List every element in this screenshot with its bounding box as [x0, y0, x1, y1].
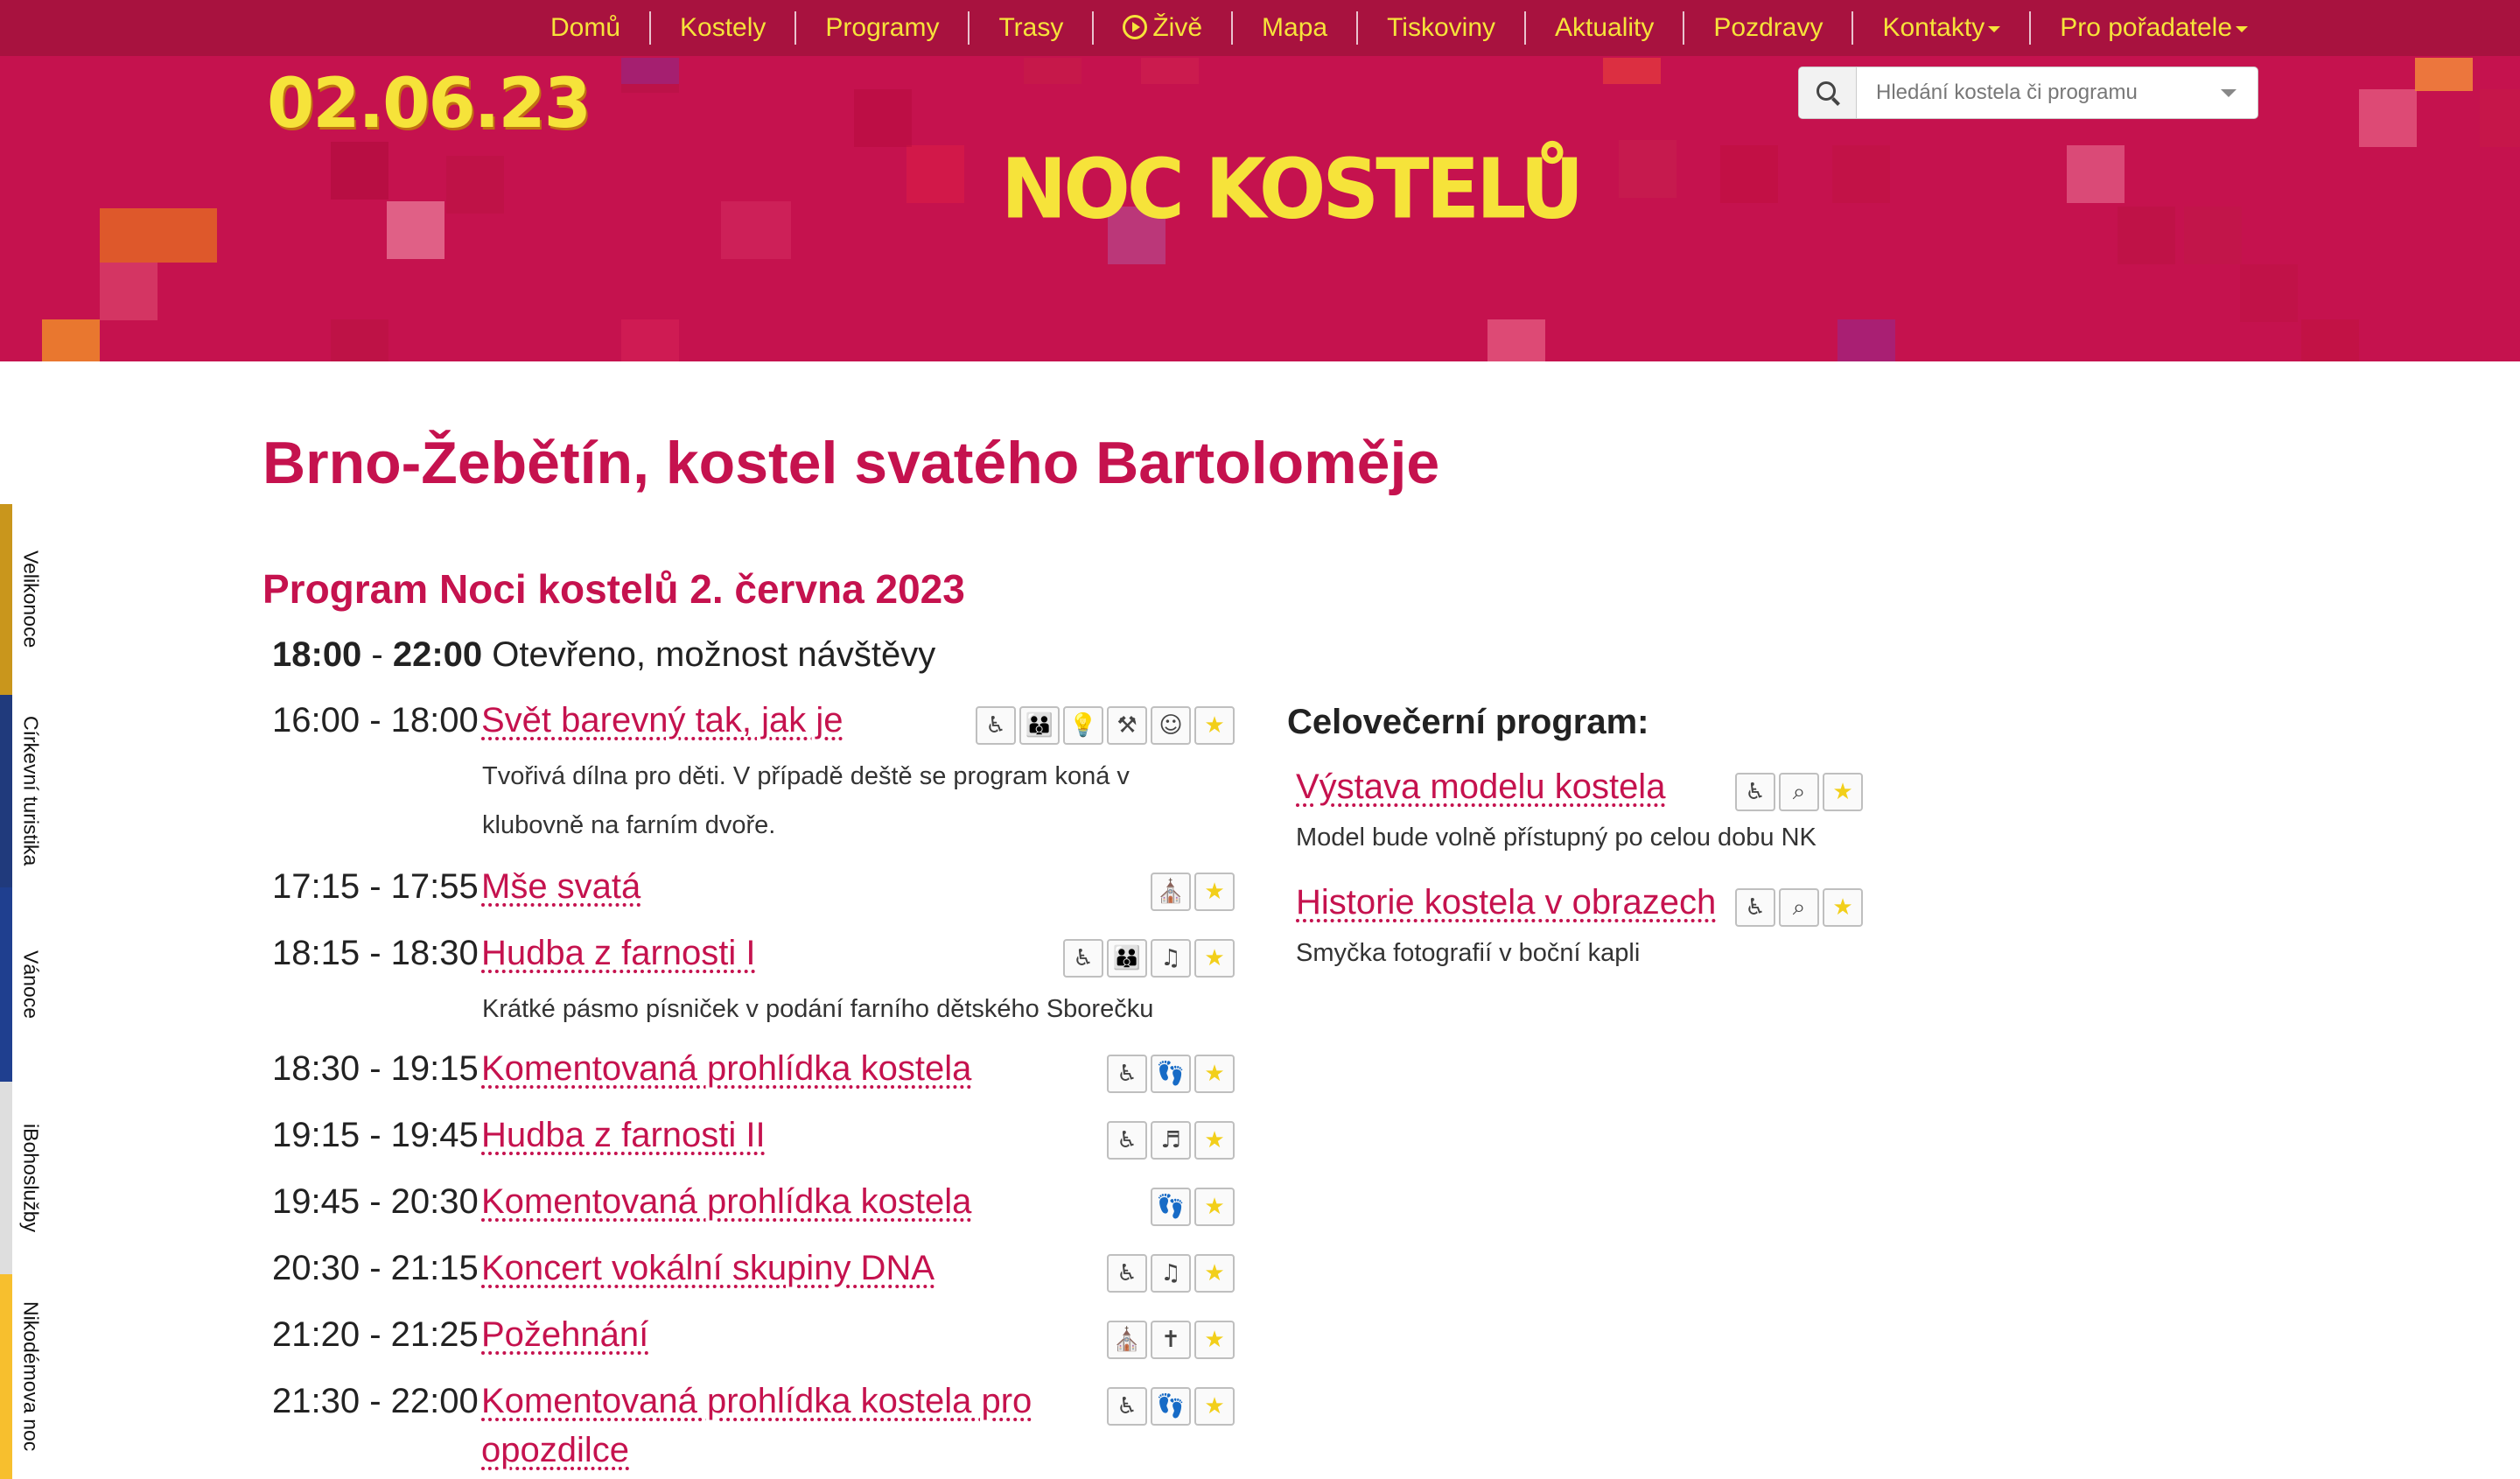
- open-separator: -: [361, 635, 393, 674]
- decorative-square: [1141, 58, 1199, 84]
- decorative-square: [100, 263, 158, 320]
- sheet-music-icon[interactable]: ♬: [1151, 1121, 1191, 1160]
- footsteps-icon[interactable]: 👣: [1151, 1188, 1191, 1226]
- open-start: 18:00: [272, 635, 362, 674]
- footsteps-icon[interactable]: 👣: [1151, 1387, 1191, 1426]
- side-tab-church-tourism[interactable]: [0, 695, 49, 887]
- decorative-square: [2240, 264, 2298, 322]
- church-search: [1798, 67, 2258, 119]
- program-icons: [1735, 773, 1863, 811]
- decorative-square: [2415, 58, 2473, 91]
- nav-churches[interactable]: Kostely: [649, 11, 794, 45]
- nav-printouts[interactable]: Tiskoviny: [1356, 11, 1524, 45]
- program-icons: [1107, 1387, 1235, 1426]
- nav-live-label: Živě: [1152, 13, 1203, 42]
- evening-program-description: Smyčka fotografií v boční kapli: [1296, 939, 1641, 967]
- star-icon[interactable]: ★: [1194, 1254, 1235, 1293]
- decorative-square: [2118, 207, 2175, 264]
- program-time: 21:30 - 22:00: [272, 1382, 479, 1420]
- wheelchair-icon[interactable]: ♿: [1107, 1121, 1147, 1160]
- program-icons: [1107, 1321, 1235, 1359]
- open-end: 22:00: [392, 635, 483, 674]
- star-icon[interactable]: ★: [1823, 773, 1863, 811]
- hammer-icon[interactable]: ⚒: [1107, 706, 1147, 745]
- nav-live[interactable]: [1092, 11, 1231, 45]
- program-description: Tvořivá dílna pro děti. V případě deště se program koná v: [482, 762, 1130, 790]
- program-icons: [976, 706, 1235, 745]
- decorative-square: [1619, 140, 1676, 198]
- program-title-link[interactable]: Komentovaná prohlídka kostela pro: [481, 1382, 1032, 1420]
- decorative-square: [2301, 319, 2359, 361]
- wheelchair-icon[interactable]: ♿: [1107, 1254, 1147, 1293]
- program-title-link[interactable]: Hudba z farnosti I: [481, 934, 756, 972]
- nav-greetings[interactable]: Pozdravy: [1683, 11, 1852, 45]
- program-time: 17:15 - 17:55: [272, 867, 479, 906]
- decorative-square: [621, 58, 679, 84]
- decorative-square: [621, 319, 679, 361]
- side-tab-iservices[interactable]: [0, 1082, 49, 1274]
- side-tab-label: Velikonoce: [19, 550, 43, 648]
- side-tab-label: Vánoce: [19, 950, 43, 1019]
- decorative-square: [1720, 145, 1778, 203]
- evening-program-link[interactable]: Výstava modelu kostela: [1296, 768, 1666, 806]
- star-icon[interactable]: ★: [1194, 1121, 1235, 1160]
- side-tab-label: Nikodémova noc: [19, 1301, 43, 1452]
- search-icon: [1816, 81, 1836, 101]
- decorative-square: [1603, 58, 1661, 84]
- program-time: 19:45 - 20:30: [272, 1182, 479, 1221]
- nav-home[interactable]: Domů: [550, 13, 621, 42]
- decorative-square: [446, 156, 504, 214]
- program-icons: [1107, 1055, 1235, 1093]
- chevron-down-icon: [2236, 26, 2248, 32]
- program-title-link[interactable]: Koncert vokální skupiny DNA: [481, 1249, 935, 1287]
- event-date-logo[interactable]: 02.06.23: [267, 65, 590, 144]
- program-time: 16:00 - 18:00: [272, 701, 479, 740]
- wheelchair-icon[interactable]: ♿: [1735, 888, 1775, 927]
- side-tab-christmas[interactable]: [0, 887, 49, 1082]
- nav-organizers-label: Pro pořadatele: [2060, 13, 2233, 42]
- decorative-square: [1832, 145, 1890, 203]
- main-navigation: [0, 0, 2520, 56]
- decorative-square: [854, 89, 912, 147]
- program-time: 19:15 - 19:45: [272, 1116, 479, 1154]
- chevron-down-icon: [1988, 26, 2000, 32]
- star-icon[interactable]: ★: [1194, 706, 1235, 745]
- open-text: Otevřeno, možnost návštěvy: [492, 635, 936, 674]
- decorative-square: [331, 319, 388, 361]
- program-title-link[interactable]: Svět barevný tak, jak je: [481, 701, 844, 740]
- side-tab-easter[interactable]: [0, 504, 49, 695]
- page-title: Brno-Žebětín, kostel svatého Bartoloměje: [262, 430, 1440, 496]
- nav-news[interactable]: Aktuality: [1524, 11, 1683, 45]
- wheelchair-icon[interactable]: ♿: [976, 706, 1016, 745]
- star-icon[interactable]: ★: [1194, 939, 1235, 978]
- nav-organizers[interactable]: [2029, 11, 2277, 45]
- side-tab-label: Církevní turistika: [19, 716, 43, 866]
- program-title-link[interactable]: Požehnání: [481, 1315, 649, 1354]
- music-icon[interactable]: ♫: [1151, 1254, 1191, 1293]
- brand-logo[interactable]: NOC KOSTELŮ: [1001, 141, 1581, 238]
- program-title: Program Noci kostelů 2. června 2023: [262, 566, 965, 612]
- program-icons: [1151, 873, 1235, 911]
- program-time: 21:20 - 21:25: [272, 1315, 479, 1354]
- decorative-square: [1024, 58, 1082, 84]
- magnifier-icon[interactable]: ⌕: [1779, 888, 1819, 927]
- decorative-square: [387, 201, 444, 259]
- mother-child-icon[interactable]: ☺: [1151, 706, 1191, 745]
- search-input[interactable]: [1857, 68, 2221, 117]
- star-icon[interactable]: ★: [1823, 888, 1863, 927]
- opening-hours: [272, 635, 935, 675]
- altar-icon[interactable]: ⛪: [1107, 1321, 1147, 1359]
- program-title-link[interactable]: Komentovaná prohlídka kostela: [481, 1049, 972, 1088]
- program-time: 18:15 - 18:30: [272, 934, 479, 972]
- wheelchair-icon[interactable]: ♿: [1107, 1387, 1147, 1426]
- evening-program-description: Model bude volně přístupný po celou dobu NK: [1296, 824, 1816, 852]
- wheelchair-icon[interactable]: ♿: [1735, 773, 1775, 811]
- play-circle-icon: [1123, 15, 1147, 39]
- decorative-square: [2184, 207, 2242, 264]
- evening-program-heading: Celovečerní program:: [1287, 703, 1649, 741]
- footsteps-icon[interactable]: 👣: [1151, 1055, 1191, 1093]
- dropdown-caret-icon[interactable]: [2221, 89, 2236, 97]
- decorative-square: [1838, 319, 1895, 361]
- nav-programs[interactable]: Programy: [794, 11, 968, 45]
- program-icons: [1151, 1188, 1235, 1226]
- wheelchair-icon[interactable]: ♿: [1063, 939, 1103, 978]
- program-icons: [1735, 888, 1863, 927]
- program-time: 18:30 - 19:15: [272, 1049, 479, 1088]
- program-icons: [1107, 1121, 1235, 1160]
- family-icon[interactable]: 👪: [1107, 939, 1147, 978]
- program-icons: [1063, 939, 1235, 978]
- star-icon[interactable]: ★: [1194, 1387, 1235, 1426]
- nav-routes[interactable]: Trasy: [968, 11, 1092, 45]
- cross-icon[interactable]: ✝: [1151, 1321, 1191, 1359]
- magnifier-icon[interactable]: ⌕: [1779, 773, 1819, 811]
- decorative-square: [906, 145, 964, 203]
- program-time: 20:30 - 21:15: [272, 1249, 479, 1287]
- header-banner: [0, 0, 2520, 361]
- decorative-square: [721, 201, 791, 259]
- decorative-square: [331, 142, 388, 200]
- decorative-square: [42, 319, 100, 361]
- star-icon[interactable]: ★: [1194, 1188, 1235, 1226]
- lightbulb-icon[interactable]: 💡: [1063, 706, 1103, 745]
- star-icon[interactable]: ★: [1194, 1055, 1235, 1093]
- star-icon[interactable]: ★: [1194, 1321, 1235, 1359]
- decorative-square: [2067, 145, 2124, 203]
- program-title-link[interactable]: Komentovaná prohlídka kostela: [481, 1182, 972, 1221]
- nav-contacts[interactable]: [1852, 11, 2029, 45]
- star-icon[interactable]: ★: [1194, 873, 1235, 911]
- nav-map[interactable]: Mapa: [1231, 11, 1356, 45]
- side-tab-label: iBohoslužby: [19, 1123, 43, 1233]
- program-description: klubovně na farním dvoře.: [482, 811, 776, 839]
- decorative-square: [2480, 89, 2520, 147]
- search-button[interactable]: [1799, 67, 1857, 118]
- decorative-square: [100, 208, 217, 263]
- program-title-link[interactable]: Mše svatá: [481, 867, 641, 906]
- altar-icon[interactable]: ⛪: [1151, 873, 1191, 911]
- nav-contacts-label: Kontakty: [1882, 13, 1985, 42]
- side-tab-nicodemus-night[interactable]: [0, 1274, 49, 1479]
- decorative-square: [1488, 319, 1545, 361]
- music-icon[interactable]: ♫: [1151, 939, 1191, 978]
- program-description: Krátké pásmo písniček v podání farního dětského Sborečku: [482, 995, 1154, 1023]
- decorative-square: [2359, 89, 2417, 147]
- program-title-link[interactable]: opozdilce: [481, 1431, 630, 1469]
- family-icon[interactable]: 👪: [1019, 706, 1060, 745]
- program-icons: [1107, 1254, 1235, 1293]
- program-title-link[interactable]: Hudba z farnosti II: [481, 1116, 766, 1154]
- evening-program-link[interactable]: Historie kostela v obrazech: [1296, 883, 1717, 922]
- wheelchair-icon[interactable]: ♿: [1107, 1055, 1147, 1093]
